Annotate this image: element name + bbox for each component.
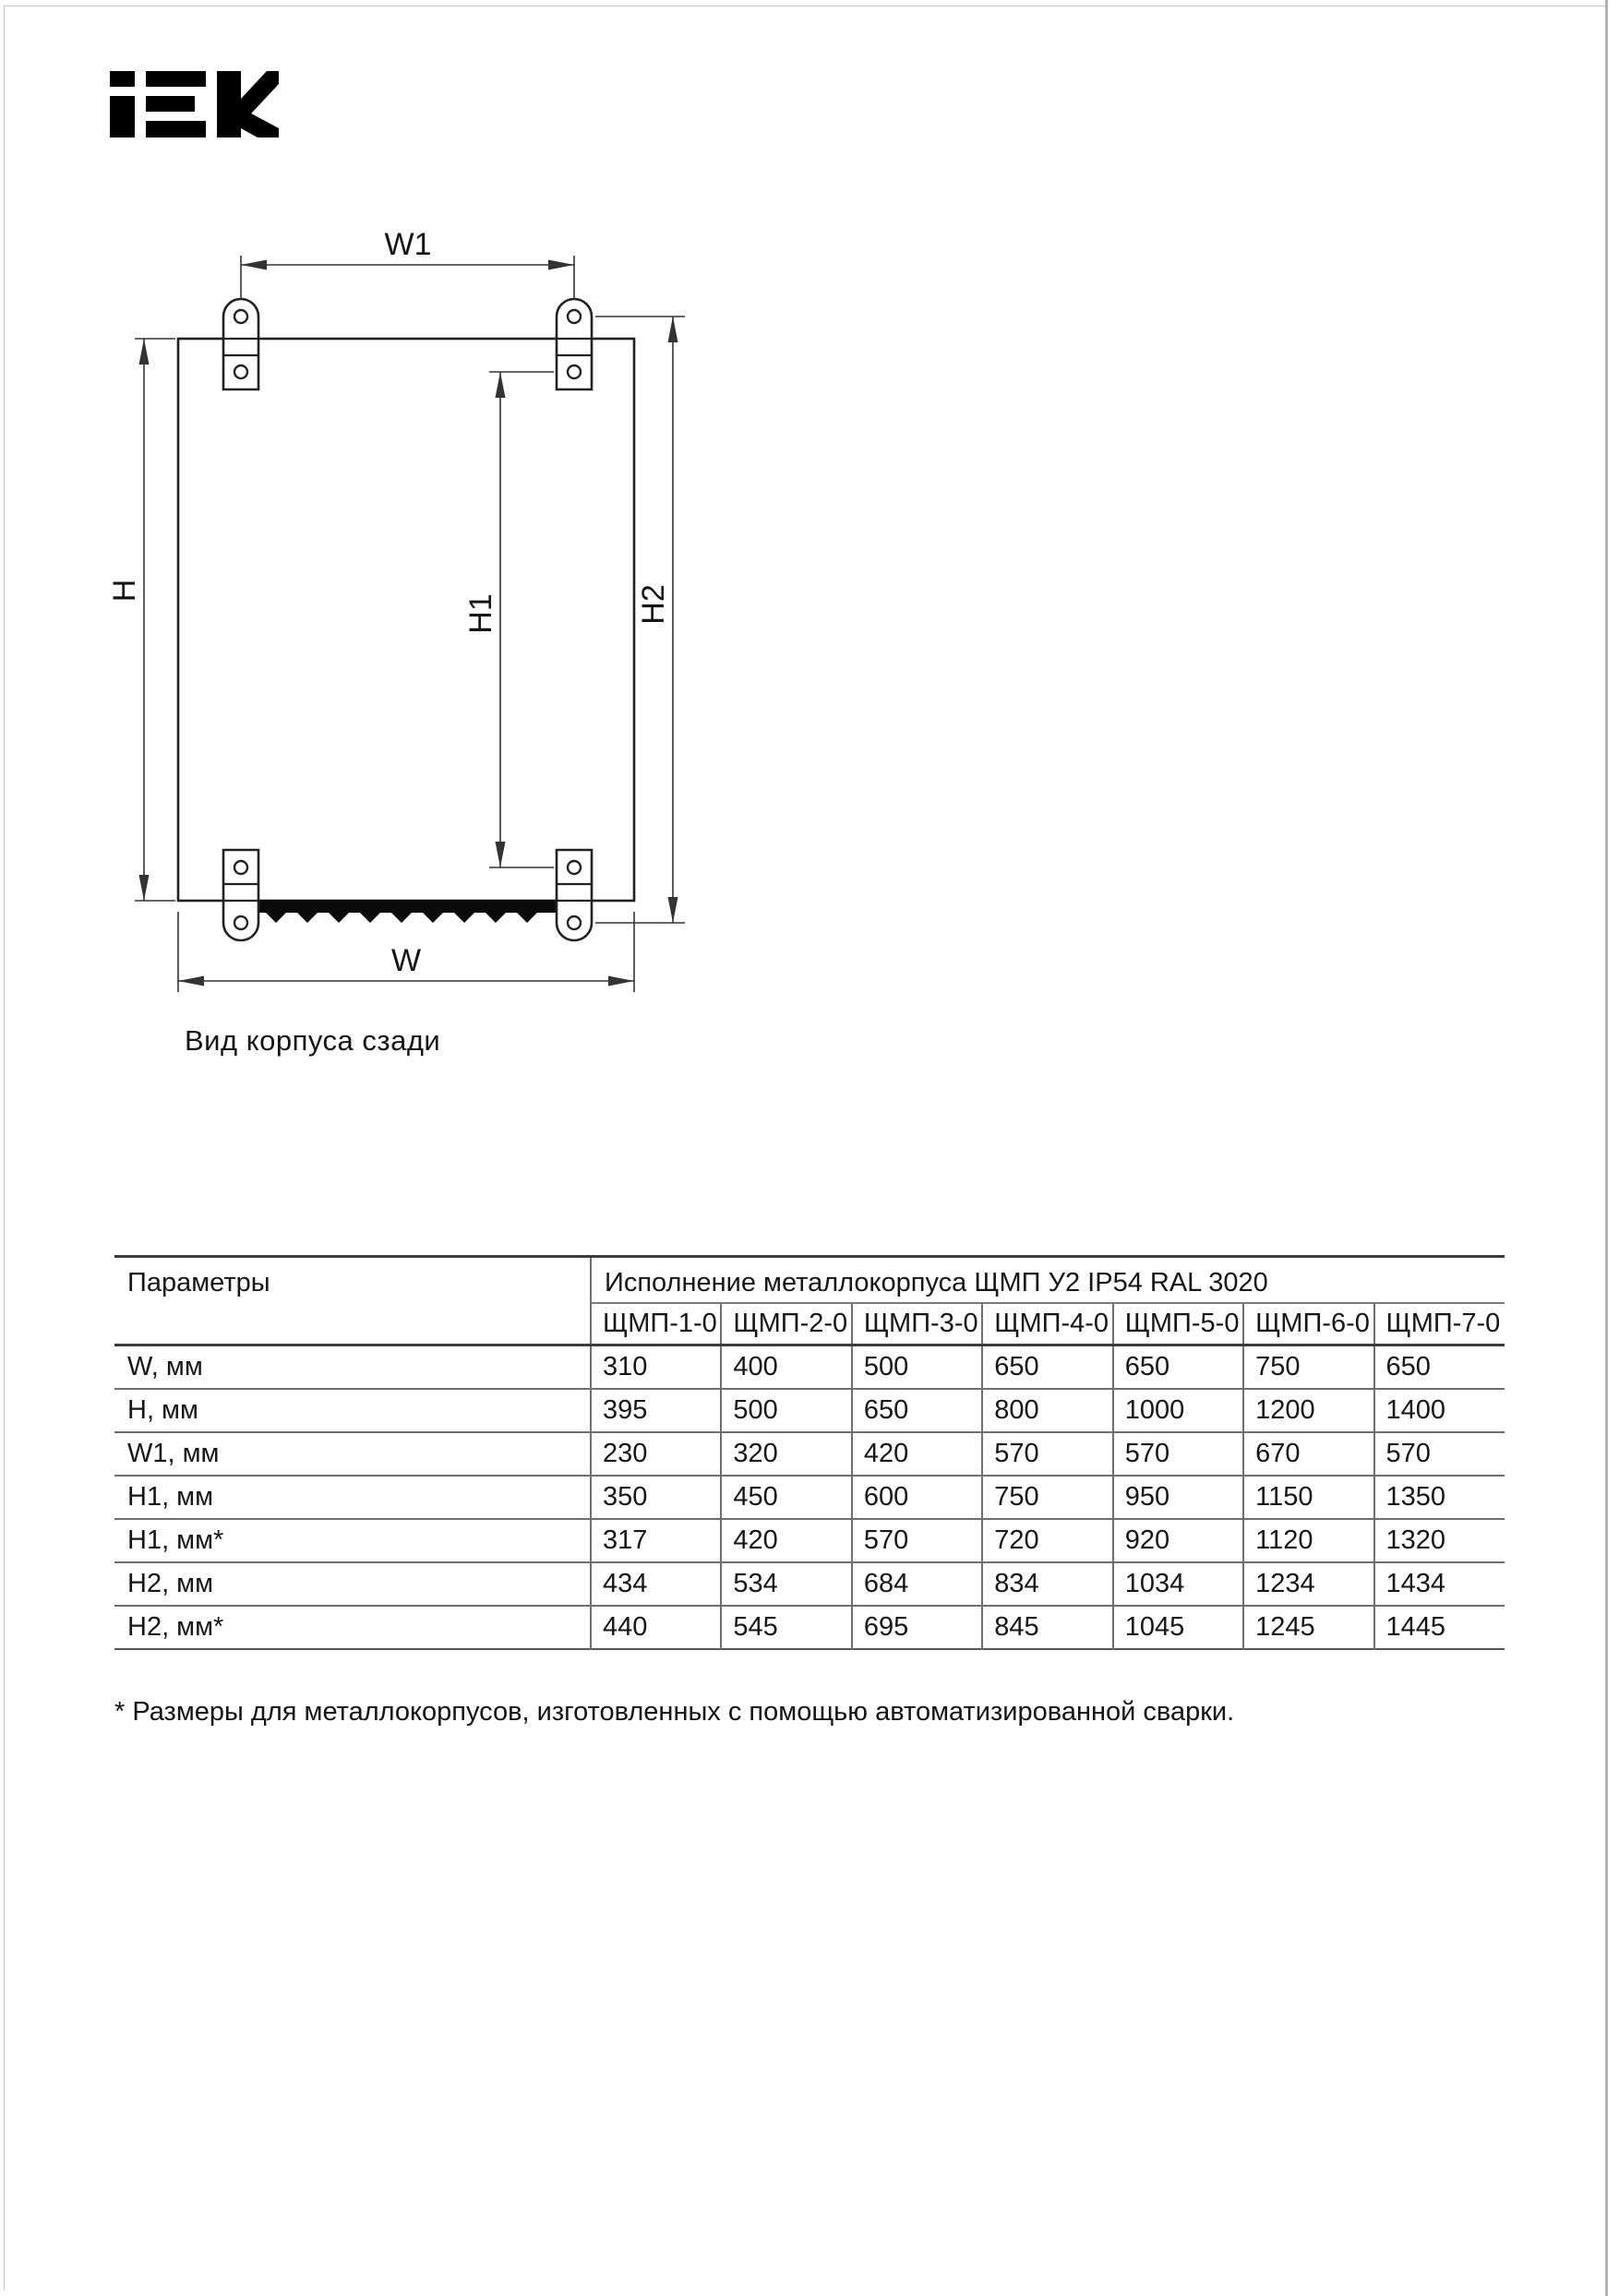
serrated-rail-strip [258, 900, 557, 923]
column-header: ЩМП-4-0 [982, 1303, 1112, 1345]
value-cell: 1245 [1243, 1606, 1373, 1649]
row-label-cell: H, мм [114, 1389, 591, 1432]
value-cell: 1350 [1385, 1481, 1446, 1512]
column-header: ЩМП-6-0 [1243, 1303, 1373, 1345]
value-cell: 400 [721, 1345, 851, 1389]
value-cell: 845 [982, 1606, 1112, 1649]
value-cell: 1120 [1243, 1519, 1373, 1562]
value-cell: 230 [591, 1432, 721, 1476]
value-cell: 310 [591, 1345, 721, 1389]
spec-table [114, 1255, 1505, 1650]
value-cell: 1320 [1385, 1525, 1446, 1555]
value-cell: 1150 [1243, 1476, 1373, 1519]
value-cell: 450 [721, 1476, 851, 1519]
value-cell: 500 [852, 1345, 982, 1389]
value-cell: 1045 [1113, 1606, 1243, 1649]
diagram-caption: Вид корпуса сзади [185, 1024, 441, 1057]
value-cell: 317 [591, 1519, 721, 1562]
value-cell: 1034 [1113, 1562, 1243, 1606]
value-cell: 434 [591, 1562, 721, 1606]
value-cell: 684 [852, 1562, 982, 1606]
value-cell: 750 [982, 1476, 1112, 1519]
row-label-cell: W1, мм [114, 1432, 591, 1476]
value-cell: 420 [852, 1432, 982, 1476]
column-header: ЩМП-3-0 [852, 1303, 982, 1345]
value-cell: 570 [1113, 1432, 1243, 1476]
value-cell: 320 [721, 1432, 851, 1476]
param-header-cell: Параметры [114, 1257, 591, 1345]
page-border-right [1605, 0, 1608, 2296]
value-cell: 600 [852, 1476, 982, 1519]
dimension-label-w: W [390, 943, 422, 978]
value-cell: 920 [1113, 1519, 1243, 1562]
table-row [114, 1606, 1505, 1649]
row-label-cell: H2, мм* [114, 1606, 591, 1649]
value-cell: 1400 [1385, 1394, 1446, 1425]
value-cell: 420 [721, 1519, 851, 1562]
value-cell: 1000 [1113, 1389, 1243, 1432]
table-row [114, 1389, 1505, 1432]
value-cell: 1200 [1243, 1389, 1373, 1432]
group-header-cell: Исполнение металлокорпуса ЩМП У2 IP54 RAL 3020 [591, 1257, 1505, 1303]
value-cell: 650 [1385, 1351, 1431, 1381]
enclosure-rear-view-diagram [92, 221, 720, 1080]
value-cell: 695 [852, 1606, 982, 1649]
column-header: ЩМП-1-0 [591, 1303, 721, 1345]
page-border-left [4, 6, 5, 2290]
value-cell: 650 [1113, 1345, 1243, 1389]
value-cell: 500 [721, 1389, 851, 1432]
value-cell: 720 [982, 1519, 1112, 1562]
row-label-cell: H1, мм [114, 1476, 591, 1519]
value-cell: 650 [982, 1345, 1112, 1389]
value-cell: 650 [852, 1389, 982, 1432]
value-cell: 395 [591, 1389, 721, 1432]
mounting-brackets [223, 299, 592, 940]
value-cell: 950 [1113, 1476, 1243, 1519]
dimension-label-h1: H1 [463, 593, 498, 634]
table-row [114, 1345, 1505, 1389]
table-row [114, 1476, 1505, 1519]
dimension-lines [135, 256, 685, 992]
enclosure-body-outline [178, 339, 634, 901]
dimension-label-w1: W1 [384, 227, 432, 262]
bracket-flange-lines [223, 339, 592, 901]
value-cell: 1445 [1385, 1611, 1446, 1642]
column-header: ЩМП-2-0 [721, 1303, 851, 1345]
dimension-arrowheads [139, 260, 678, 987]
value-cell: 534 [721, 1562, 851, 1606]
value-cell: 750 [1243, 1345, 1373, 1389]
value-cell: 800 [982, 1389, 1112, 1432]
table-row [114, 1519, 1505, 1562]
iek-logo [110, 71, 279, 138]
value-cell: 570 [852, 1519, 982, 1562]
footnote: * Размеры для металлокорпусов, изготовленных с помощью автоматизированной сварки. [114, 1697, 1235, 1727]
row-label-cell: W, мм [114, 1345, 591, 1389]
value-cell: 350 [591, 1476, 721, 1519]
value-cell: 1234 [1243, 1562, 1373, 1606]
table-row [114, 1562, 1505, 1606]
row-label-cell: H1, мм* [114, 1519, 591, 1562]
value-cell: 570 [1385, 1438, 1431, 1468]
value-cell: 1434 [1385, 1568, 1446, 1598]
dimension-label-h2: H2 [636, 584, 671, 625]
column-header: ЩМП-7-0 [1385, 1308, 1501, 1338]
value-cell: 834 [982, 1562, 1112, 1606]
table-row [114, 1432, 1505, 1476]
row-label-cell: H2, мм [114, 1562, 591, 1606]
bracket-holes [234, 310, 581, 929]
value-cell: 570 [982, 1432, 1112, 1476]
value-cell: 440 [591, 1606, 721, 1649]
value-cell: 545 [721, 1606, 851, 1649]
column-header: ЩМП-5-0 [1113, 1303, 1243, 1345]
value-cell: 670 [1243, 1432, 1373, 1476]
dimension-label-h: H [107, 579, 142, 603]
